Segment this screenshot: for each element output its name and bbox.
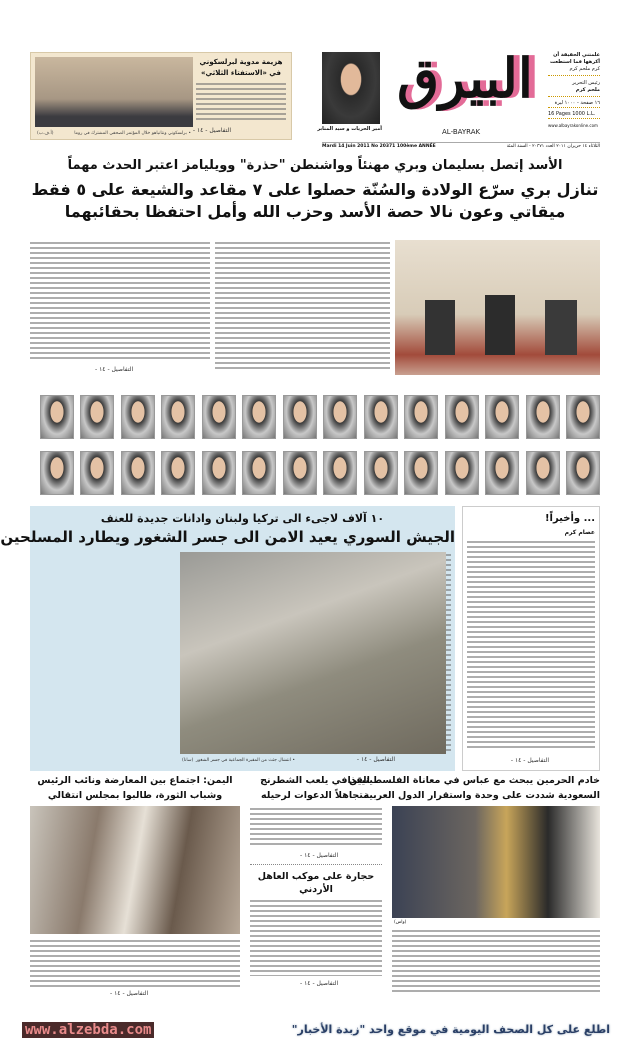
syria-photo [180,552,446,754]
minister-portrait [323,395,357,439]
lead-photo [395,240,600,375]
minister-portrait [283,451,317,495]
syria-credit: (سانا) [182,758,194,763]
gaddafi-headline-2[interactable]: متجاهلاً الدعوات لرحيله [261,790,369,801]
logo[interactable]: البيرق [397,46,533,110]
minister-portrait [242,451,276,495]
yemen-ref[interactable]: التفاصيل - ١٤ - [110,990,149,997]
minister-portrait [161,395,195,439]
minister-portrait [485,395,519,439]
column-box [462,506,600,771]
syria-kicker[interactable]: ١٠ آلاف لاجىء الى تركيا ولبنان وادانات جديدة للعنف [100,512,385,525]
minister-portrait [202,395,236,439]
minister-portrait [526,451,560,495]
top-story-box [30,52,292,140]
lead-ref[interactable]: التفاصيل - ١٤ - [95,366,134,373]
lead-photo-figure [425,300,455,355]
top-story-caption: • برلسكوني ونتانياهو خلال المؤتمر الصحفي المشترك في روما [74,131,191,136]
minister-portrait [526,395,560,439]
yemen-body [30,940,240,988]
minister-portrait [566,395,600,439]
syria-headline[interactable]: الجيش السوري يعيد الامن الى جسر الشغور ويطارد المسلحين [0,528,455,546]
gaddafi-headline-1[interactable]: القذافي يلعب الشطرنج [260,775,370,786]
syria-story-box [0,506,455,771]
yemen-headline-1[interactable]: اليمن: اجتماع بين المعارضة ونائب الرئيس [37,775,233,786]
minister-portrait [242,395,276,439]
syria-caption: • انتشال جثث من المقبرة الجماعية في جسر الشغور [195,758,295,763]
date-ar: الثلاثاء ١٤ حزيران ٢٠١١ العدد ٢٠٣٧١ - السنة المئة [506,144,600,149]
minister-portrait [364,451,398,495]
minister-portrait [485,451,519,495]
lead-photo-figure [485,295,515,355]
lead-photo-figure [545,300,577,355]
saudi-credit: (واس) [394,920,407,925]
syria-ref[interactable]: التفاصيل - ١٤ - [356,756,395,763]
masthead-info [548,52,600,129]
minister-portrait [364,395,398,439]
top-story-ref[interactable]: التفاصيل - ١٤ - [192,127,231,134]
saudi-photo [392,806,600,918]
editor-portrait [322,52,380,124]
top-story-credit: (أ.ف.ب) [37,131,54,136]
minister-portrait [80,395,114,439]
top-story-body [196,83,286,123]
jordan-headline[interactable]: حجارة على موكب العاهل الأردني [257,871,375,895]
minister-portrait [121,395,155,439]
lead-body-col-2 [215,242,390,372]
lead-headline-2[interactable]: ميقاتي وعون نالا حصة الأسد وحزب الله وأمل احتفظا بحقائبهما [64,202,566,221]
top-story-title[interactable]: هزيمة مدوية لبرلسكوني في «الاستفتاء الثلاثي» [199,58,283,77]
yemen-photo [30,806,240,934]
editor-label: رئيس التحرير [572,80,600,86]
pages-ar: ١٦ صفحة - ١٠٠٠ ليرة [548,100,600,108]
editor-portrait-caption: أمير الحريات و سيد المنابر [317,126,382,132]
minister-portrait [40,395,74,439]
footer-promo: اطلع على كل الصحف اليومية في موقع واحد "زبدة الأخبار" [291,1023,610,1036]
column-ref[interactable]: التفاصيل - ١٤ - [510,757,549,764]
top-story-photo [35,57,193,127]
minister-portrait [445,395,479,439]
minister-portrait [566,451,600,495]
pages-en: 16 Pages 1000 L.L. [548,111,600,119]
date-bar [322,142,600,150]
motto: علمتني الحقيقة أن أكرهها فما استطعت [549,52,600,65]
minister-portrait [161,451,195,495]
jordan-body [250,900,382,976]
column-title[interactable]: ... وأخيراً! [544,513,595,524]
saudi-body [392,930,600,992]
divider [250,864,382,865]
minister-portrait [404,451,438,495]
motto-author: كرم ملحم كرم [548,66,600,76]
saudi-headline-2[interactable]: السعودية شددت على وحدة واستقرار الدول العربية [363,790,600,801]
column-body [467,541,595,751]
gaddafi-ref[interactable]: التفاصيل - ١٤ - [300,852,339,859]
website[interactable]: www.albayrakonline.com [548,123,598,128]
minister-portrait [323,451,357,495]
lead-kicker[interactable]: الأسد إتصل بسليمان وبري مهنئاً وواشنطن "حذرة" وويليامز اعتبر الحدث مهماً [67,158,563,173]
editor-name: ملحم كرم [548,87,600,97]
date-fr: Mardi 14 Juin 2011 No 20371 100ème ANNÉE [322,144,436,149]
masthead [317,46,600,142]
footer-url[interactable]: www.alzebda.com [22,1022,154,1038]
lead-body-col-1 [30,242,210,360]
minister-portrait [445,451,479,495]
gaddafi-body [250,808,382,848]
cabinet-portraits [30,395,600,505]
minister-portrait [121,451,155,495]
logo-latin: AL-BAYRAK [442,128,481,136]
yemen-headline-2[interactable]: وشباب الثورة، طالبوا بمجلس انتقالي [47,790,223,801]
minister-portrait [404,395,438,439]
minister-portrait [80,451,114,495]
minister-portrait [40,451,74,495]
minister-portrait [202,451,236,495]
lead-headline-1[interactable]: تنازل بري سرّع الولادة والسُنّة حصلوا على ٧ مقاعد والشيعة على ٥ فقط [31,180,599,199]
column-author: عصام كرم [564,529,595,536]
jordan-ref[interactable]: التفاصيل - ١٤ - [300,980,339,987]
saudi-headline-1[interactable]: خادم الحرمين يبحث مع عباس في معاناة الفلسطينيين [349,775,600,786]
minister-portrait [283,395,317,439]
